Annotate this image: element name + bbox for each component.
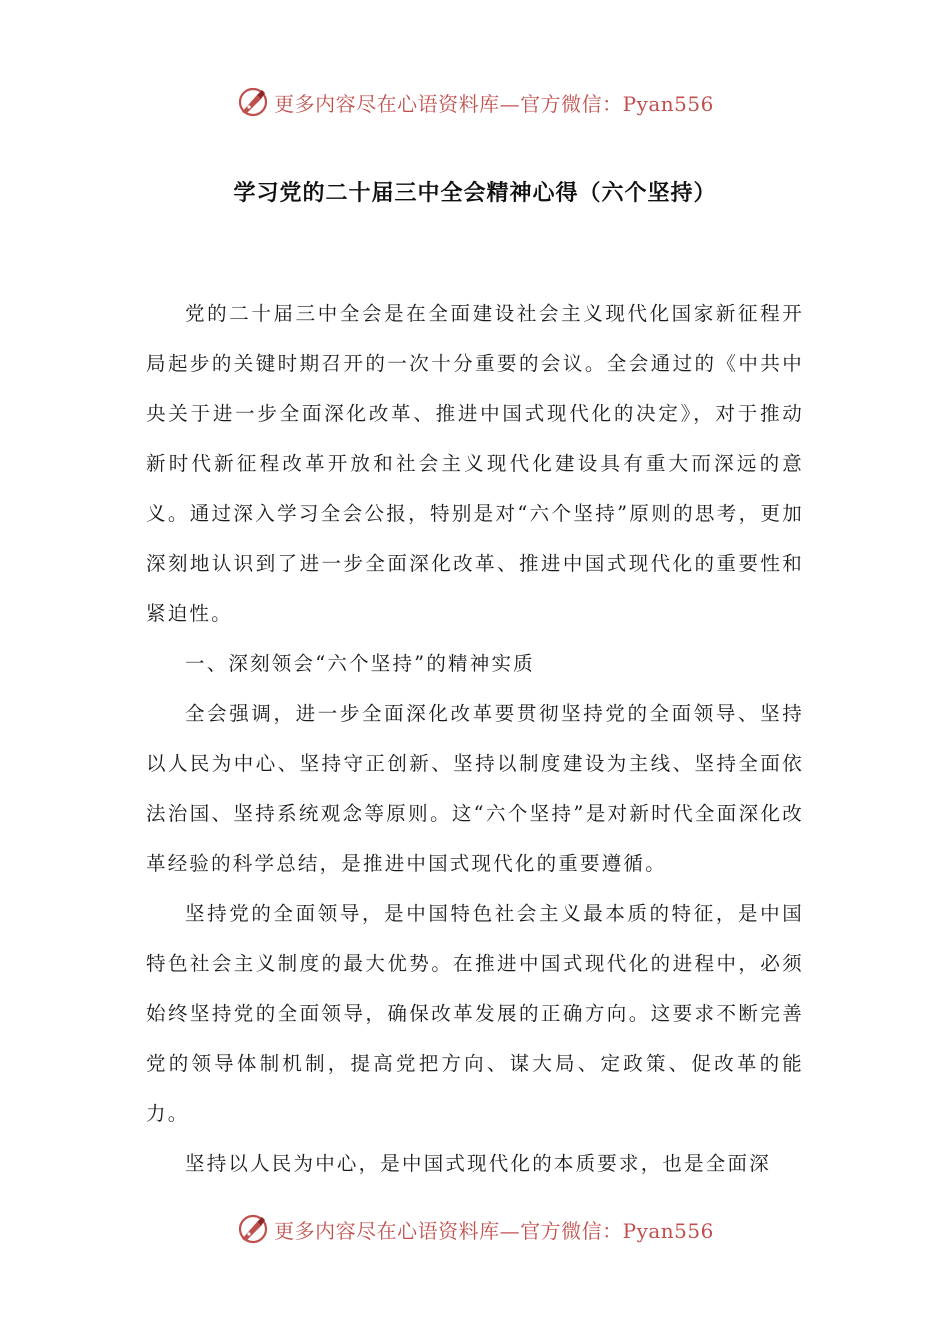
pen-nib-circle-icon bbox=[236, 85, 270, 119]
paragraph: 坚持党的全面领导，是中国特色社会主义最本质的特征，是中国特色社会主义制度的最大优势。在推进中国式现代化的进程中，必须始终坚持党的全面领导，确保改革发展的正确方向。这要求不断完善党的领导体制机制，提高党把方向、谋大局、定政策、促改革的能力。 bbox=[146, 902, 804, 1125]
section-heading: 一、深刻领会“六个坚持”的精神实质 bbox=[185, 652, 535, 675]
footer-banner bbox=[0, 1207, 950, 1251]
pen-nib-circle-icon bbox=[236, 1212, 270, 1246]
banner-text: 更多内容尽在心语资料库—官方微信：Pyan556 bbox=[274, 91, 714, 116]
header-banner bbox=[0, 80, 950, 124]
document-title: 学习党的二十届三中全会精神心得（六个坚持） bbox=[233, 181, 717, 206]
document-body bbox=[146, 289, 804, 1189]
paragraph: 全会强调，进一步全面深化改革要贯彻坚持党的全面领导、坚持以人民为中心、坚持守正创新、坚持以制度建设为主线、坚持全面依法治国、坚持系统观念等原则。这“六个坚持”是对新时代全面深化改革经验的科学总结，是推进中国式现代化的重要遵循。 bbox=[146, 702, 804, 875]
paragraph: 坚持以人民为中心，是中国式现代化的本质要求，也是全面深 bbox=[185, 1152, 771, 1175]
banner-text: 更多内容尽在心语资料库—官方微信：Pyan556 bbox=[274, 1218, 714, 1243]
paragraph: 党的二十届三中全会是在全面建设社会主义现代化国家新征程开局起步的关键时期召开的一次十分重要的会议。全会通过的《中共中央关于进一步全面深化改革、推进中国式现代化的决定》，对于推动新时代新征程改革开放和社会主义现代化建设具有重大而深远的意义。通过深入学习全会公报，特别是对“六个坚持”原则的思考，更加深刻地认识到了进一步全面深化改革、推进中国式现代化的重要性和紧迫性。 bbox=[146, 302, 804, 625]
